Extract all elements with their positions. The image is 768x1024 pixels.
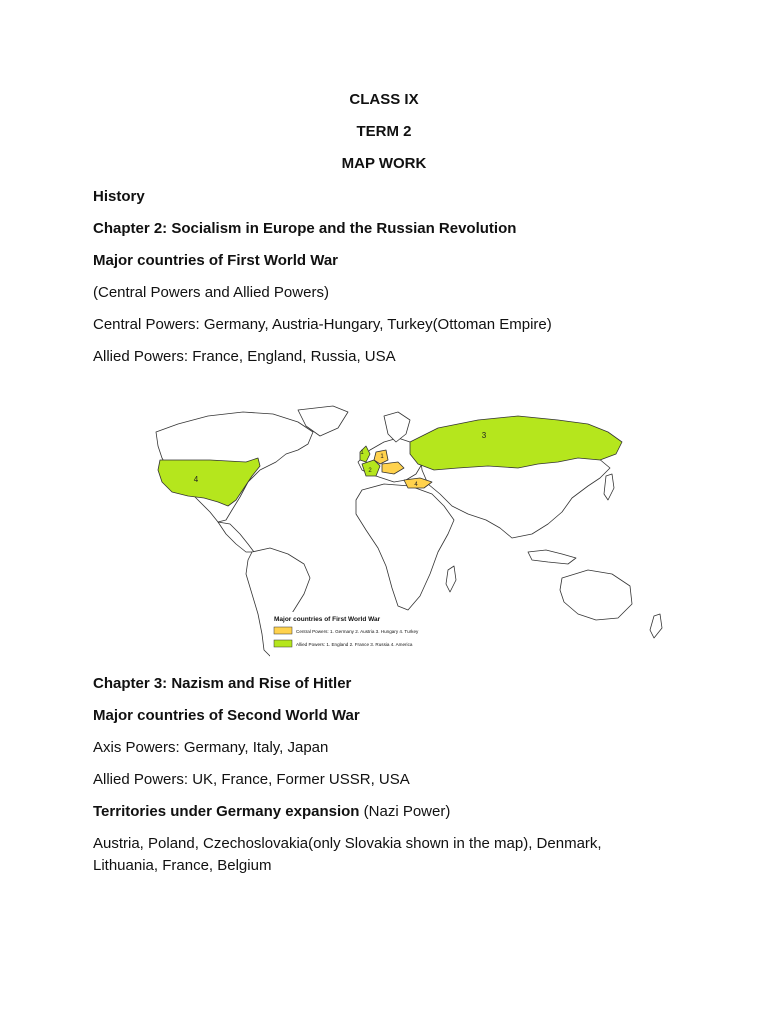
territories-line-1: Austria, Poland, Czechoslovakia(only Slovakia shown in the map), Denmark, (93, 835, 602, 852)
turkey-label: 4 (414, 482, 418, 488)
australia-landmass (560, 570, 632, 620)
legend-central-text: Central Powers: 1. Germany 2. Austria 3. Hungary 4. Turkey (296, 629, 419, 634)
class-heading: CLASS IX (349, 91, 419, 108)
chapter-3-title: Chapter 3: Nazism and Rise of Hitler (93, 675, 352, 692)
usa-region (158, 458, 260, 506)
ww2-subtitle: Major countries of Second World War (93, 707, 360, 724)
allied-powers-text: Allied Powers: France, England, Russia, USA (93, 348, 396, 365)
france-label: 2 (368, 468, 372, 474)
map-legend (270, 612, 456, 658)
axis-powers-text: Axis Powers: Germany, Italy, Japan (93, 739, 329, 756)
territories-heading (93, 801, 693, 822)
territories-line-2: Lithuania, France, Belgium (93, 857, 272, 874)
history-heading: History (93, 188, 145, 205)
new-zealand-landmass (650, 614, 662, 638)
germany-label: 1 (380, 454, 384, 460)
territories-heading-note: (Nazi Power) (359, 803, 451, 820)
ww1-subtitle: Major countries of First World War (93, 252, 339, 269)
indonesia-landmass (528, 550, 576, 564)
map-work-heading: MAP WORK (341, 155, 427, 172)
africa-landmass (356, 484, 454, 610)
chapter-2-title: Chapter 2: Socialism in Europe and the Russian Revolution (93, 220, 517, 237)
central-america-landmass (218, 522, 254, 552)
legend-central-swatch (274, 627, 292, 634)
territories-heading-bold: Territories under Germany expansion (93, 803, 360, 820)
ww1-powers-note: (Central Powers and Allied Powers) (93, 284, 329, 301)
legend-allied-swatch (274, 640, 292, 647)
usa-label: 4 (193, 475, 199, 484)
japan-landmass (604, 474, 614, 500)
england-label: 1 (360, 450, 364, 456)
ww2-allied-powers-text: Allied Powers: UK, France, Former USSR, USA (93, 771, 410, 788)
legend-title: Major countries of First World War (274, 616, 381, 623)
central-powers-text: Central Powers: Germany, Austria-Hungary, Turkey(Ottoman Empire) (93, 316, 552, 333)
legend-allied-text: Allied Powers: 1. England 2. France 3. Russia 4. America (296, 642, 413, 647)
russia-label: 3 (481, 431, 487, 440)
madagascar-landmass (446, 566, 456, 592)
scandinavia-landmass (384, 412, 410, 442)
world-map (148, 402, 702, 660)
term-heading: TERM 2 (356, 123, 412, 140)
